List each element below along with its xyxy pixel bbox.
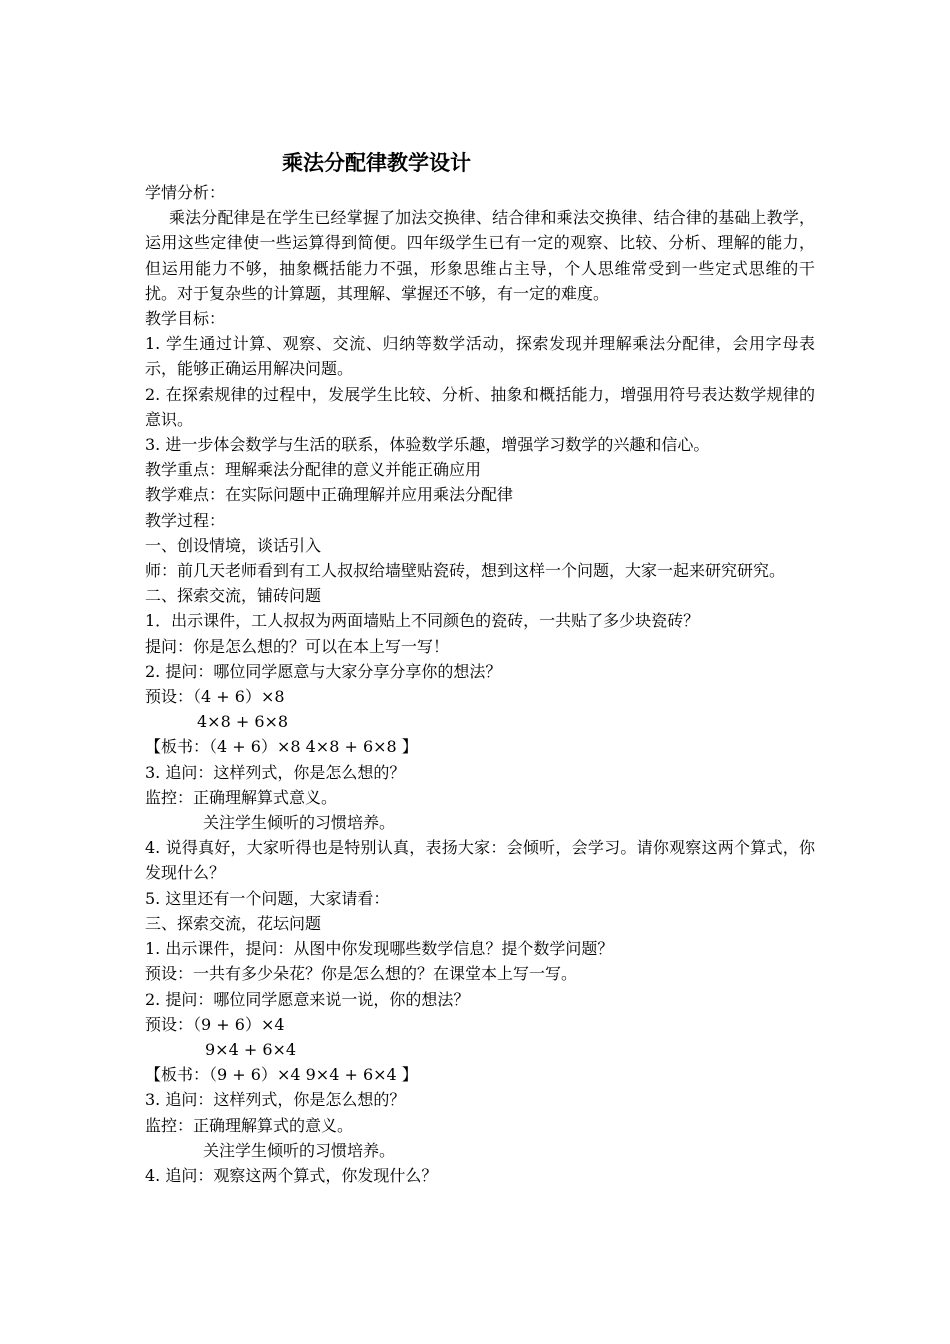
text-line: 4. 追问：观察这两个算式，你发现什么？ [145,1165,438,1185]
text-line: 监控：正确理解算式的意义。 [145,1115,354,1135]
text-line: 【板书：（4 + 6）×8 4×8 + 6×8 】 [145,737,418,757]
paragraph: 4. 说得真好，大家听得也是特别认真，表扬大家：会倾听，会学习。请你观察这两个算式，你发现什么？ [145,838,815,883]
text-line: 3. 追问：这样列式，你是怎么想的？ [145,1090,406,1110]
document-body [145,148,815,1188]
text-line: 9×4 + 6×4 [205,1039,297,1059]
section-heading: 教学过程： [145,510,226,530]
text-line: 教学难点：在实际问题中正确理解并应用乘法分配律 [145,485,514,505]
section-heading: 二、探索交流，铺砖问题 [145,586,322,606]
text-line: 预设：一共有多少朵花？你是怎么想的？在课堂本上写一写。 [145,964,578,984]
text-line: 关注学生倾听的习惯培养。 [203,813,396,833]
text-line: 关注学生倾听的习惯培养。 [203,1140,396,1160]
section-heading: 三、探索交流，花坛问题 [145,913,322,933]
text-line: 【板书：（9 + 6）×4 9×4 + 6×4 】 [145,1065,418,1085]
section-heading: 一、创设情境，谈话引入 [145,535,322,555]
text-line: 教学重点：理解乘法分配律的意义并能正确应用 [145,460,482,480]
text-line: 1．出示课件，工人叔叔为两面墙贴上不同颜色的瓷砖，一共贴了多少块瓷砖？ [145,611,700,631]
paragraph: 1. 学生通过计算、观察、交流、归纳等数学活动，探索发现并理解乘法分配律，会用字母表示，能够正确运用解决问题。 [145,334,815,379]
text-line: 预设：（4 + 6）×8 [145,687,285,707]
text-line: 5. 这里还有一个问题，大家请看： [145,888,390,908]
text-line: 1. 出示课件，提问：从图中你发现哪些数学信息？提个数学问题？ [145,939,614,959]
paragraph: 乘法分配律是在学生已经掌握了加法交换律、结合律和乘法交换律、结合律的基础上教学，运用这些定律使一些运算得到简便。四年级学生已有一定的观察、比较、分析、理解的能力，但运用能力不够，抽象概括能力不强，形象思维占主导，个人思维常受到一些定式思维的干扰。对于复杂些的计算题，其理解、掌握还不够，有一定的难度。 [145,208,815,303]
section-heading: 教学目标： [145,309,226,329]
section-heading: 学情分析： [145,183,226,202]
text-line: 预设：（9 + 6）×4 [145,1014,285,1034]
text-line: 提问：你是怎么想的？可以在本上写一写！ [145,636,450,656]
text-line: 2. 提问：哪位同学愿意与大家分享分享你的想法？ [145,661,502,681]
text-line: 3. 进一步体会数学与生活的联系，体验数学乐趣，增强学习数学的兴趣和信心。 [145,435,710,455]
paragraph: 师：前几天老师看到有工人叔叔给墙壁贴瓷砖，想到这样一个问题，大家一起来研究研究。 [145,561,786,581]
text-line: 3. 追问：这样列式，你是怎么想的？ [145,762,406,782]
paragraph: 2. 在探索规律的过程中，发展学生比较、分析、抽象和概括能力，增强用符号表达数学规律的意识。 [145,384,815,429]
text-line: 监控：正确理解算式意义。 [145,787,338,807]
text-line: 2. 提问：哪位同学愿意来说一说，你的想法？ [145,989,470,1009]
text-line: 4×8 + 6×8 [197,712,289,732]
document-title: 乘法分配律教学设计 [282,151,471,175]
